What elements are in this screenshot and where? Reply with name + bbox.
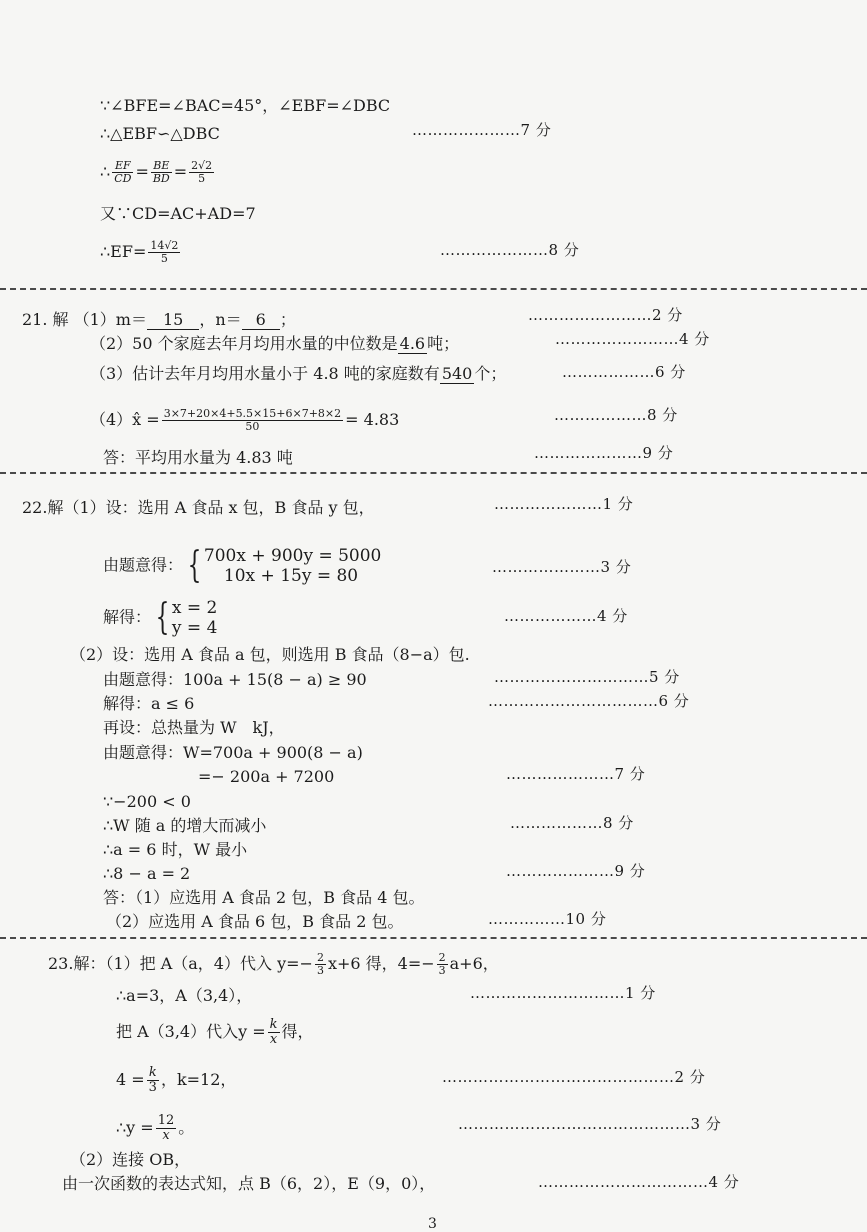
q23-part1-a: 23.解：（1）把 A（a，4）代入 y=− [48,954,313,973]
s22-line-3 [103,598,217,638]
section-divider [0,937,867,939]
s20-line-5-points: …………………8 分 [440,241,580,259]
median-unit: 吨； [427,334,460,353]
estimate-value: 540 [441,364,473,383]
fraction-2-3: $\frac{2}{3}$ [438,951,446,977]
fraction-k-x: $\frac{k}{x}$ [269,1017,278,1047]
s23-line-3 [116,1018,314,1047]
answer-n: 6 [242,310,280,330]
q21-label: 21. 解 （1）m＝ [22,310,147,329]
s22-line-15: （2）应选用 A 食品 6 包，B 食品 2 包。 [106,912,404,931]
s21-line-4 [90,408,399,433]
s23-line-7-points: ……………………………4 分 [538,1173,740,1191]
q21-n-label: ，n＝ [199,310,242,329]
s22-line-15-points: ……………10 分 [488,910,607,928]
s22-line-8: 由题意得：W=700a + 900(8 − a) [103,743,363,762]
s23-line-4 [116,1066,236,1095]
section-divider [0,288,867,290]
s22-line-1-points: …………………1 分 [494,495,634,513]
s22-line-12: ∴a = 6 时，W 最小 [103,840,248,859]
k-value: ，k=12， [160,1070,237,1089]
substitute-text: 把 A（3,4）代入y = [116,1022,266,1041]
s21-line-5-points: …………………9 分 [534,444,674,462]
s22-line-6: 解得：a ≤ 6 [103,694,195,713]
fraction-2-3: $\frac{2}{3}$ [316,951,324,977]
mean-symbol: （4）x̂ = [90,410,160,429]
s23-line-1 [48,952,499,977]
period: 。 [178,1118,195,1137]
q21-semicolon: ； [279,310,296,329]
s22-line-9-points: …………………7 分 [506,765,646,783]
s21-line-1-points: ……………………2 分 [528,306,683,324]
s21-line-2-points: ……………………4 分 [555,330,710,348]
s20-line-5 [100,240,182,265]
s22-line-3-points: ………………4 分 [504,607,628,625]
mean-result: = 4.83 [345,410,400,429]
estimate-unit: 个； [474,364,507,383]
substitute-suffix: 得， [281,1022,314,1041]
therefore-symbol: ∴ [100,162,111,181]
s22-line-6-points: ……………………………6 分 [488,692,690,710]
s22-line-11: ∴W 随 a 的增大而减小 [103,816,267,835]
s23-line-5-points: ………………………………………3 分 [458,1115,722,1133]
s21-line-3-points: ………………6 分 [562,363,686,381]
section-divider [0,472,867,474]
s20-line-1: ∵∠BFE=∠BAC=45°，∠EBF=∠DBC [100,96,391,115]
s22-line-13: ∴8 − a = 2 [103,864,191,883]
s22-line-13-points: …………………9 分 [506,862,646,880]
median-value: 4.6 [399,334,426,353]
answer-m: 15 [147,310,199,330]
estimate-text: （3）估计去年月均用水量小于 4.8 吨的家庭数有 [90,364,440,383]
equation-4: 4 = [116,1070,145,1089]
s21-line-3 [90,364,506,384]
s23-line-6: （2）连接 OB， [70,1150,191,1169]
s22-line-2 [103,546,381,586]
mean-fraction: $\frac{3\times 7+20\times 4+5.5\times 15+6\times 7+8\times 2}{50}$ [163,407,342,433]
s23-line-7: 由一次函数的表达式知，点 B（6，2），E（9，0）， [62,1174,436,1193]
equation-row-2: 10x + 15y = 80 [223,566,359,586]
fraction-12-x: $\frac{12}{x}$ [157,1113,175,1143]
s21-line-2 [90,334,459,354]
median-text: （2）50 个家庭去年月均用水量的中位数是 [90,334,398,353]
s21-line-1 [22,310,296,330]
s21-line-4-points: ………………8 分 [554,406,678,424]
fraction-2root2-5: $\frac{2√2}{5}$ [191,159,213,185]
equation-row-1: 700x + 900y = 5000 [203,546,382,566]
solution-intro: 解得： [103,607,152,627]
s22-line-11-points: ………………8 分 [510,814,634,832]
s22-line-5-points: …………………………5 分 [494,668,680,686]
brace-icon: { [155,597,170,638]
s22-line-1: 22.解（1）设：选用 A 食品 x 包，B 食品 y 包， [22,498,375,517]
s22-line-7: 再设：总热量为 W kJ， [103,718,285,737]
fraction-k-3: $\frac{k}{3}$ [148,1065,157,1095]
s22-line-5: 由题意得：100a + 15(8 − a) ≥ 90 [103,670,367,689]
brace-icon: { [187,545,202,586]
s22-line-14: 答：（1）应选用 A 食品 2 包，B 食品 4 包。 [103,888,425,907]
s20-line-2: ∴△EBF∽△DBC [100,124,220,143]
page-number: 3 [428,1216,437,1232]
equation-system [183,546,381,586]
s23-line-4-points: ………………………………………2 分 [442,1068,706,1086]
s23-line-2: ∴a=3，A（3,4）， [116,986,253,1005]
q23-part1-c: a+6， [449,954,499,973]
s21-line-5: 答：平均用水量为 4.83 吨 [103,448,293,467]
function-result: ∴y = [116,1118,154,1137]
fraction-ef-cd: $\frac{EF}{CD}$ [114,159,132,185]
s20-line-4: 又∵CD=AC+AD=7 [100,204,256,223]
equation-intro: 由题意得： [103,555,184,575]
s22-line-4: （2）设：选用 A 食品 a 包，则选用 B 食品（8−a）包. [70,645,470,664]
s20-line-3: ∴ $\frac{EF}{CD}$ = $\frac{BE}{BD}$ = $\frac{2√2}{5}$ [100,159,213,185]
s23-line-5 [116,1114,194,1143]
solution-row-2: y = 4 [171,618,218,638]
solution-system [151,598,217,638]
s22-line-10: ∵−200 < 0 [103,792,191,811]
fraction-14root2-5: $\frac{14√2}{5}$ [150,239,179,265]
s22-line-2-points: …………………3 分 [492,558,632,576]
s20-line-2-points: …………………7 分 [412,121,552,139]
s22-line-9: =− 200a + 7200 [198,767,335,786]
q23-part1-b: x+6 得，4=− [327,954,435,973]
fraction-be-bd: $\frac{BE}{BD}$ [152,159,170,185]
ef-equals: ∴EF= [100,242,147,261]
s23-line-2-points: …………………………1 分 [470,984,656,1002]
solution-row-1: x = 2 [171,598,218,618]
